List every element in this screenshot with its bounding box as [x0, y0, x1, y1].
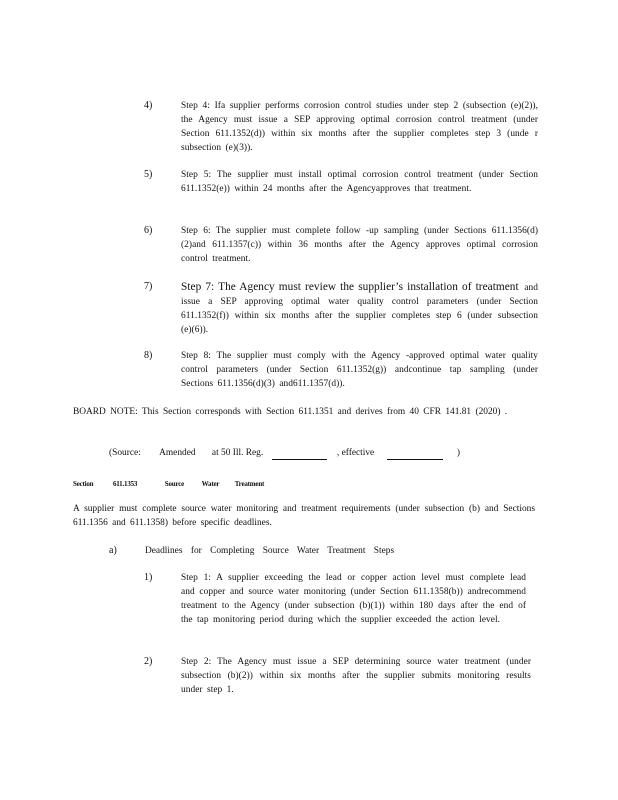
source-amended: Amended	[159, 448, 196, 458]
step-7-body: and issue a SEP approving optimal water quality control parameters (under Section 611.1352(f)) within six months after the supplier completes step 6 (under subsection (e)(6)).	[181, 283, 538, 335]
step-1-text: Step 1: A supplier exceeding the lead or copper action level must complete lead and copper and source water monitoring (under Section 611.1358(b)) andrecommend treatment to the Agency (under subsection (b)(1)) within 180 days after the end of the tap monitoring period during which the supplier exceeded the action level.	[181, 573, 526, 625]
section-title-treatment: Treatment	[234, 480, 265, 488]
source-at: at 50 Ill. Reg.	[211, 448, 264, 458]
step-4-number: 4)	[144, 100, 153, 111]
source-prefix: (Source:	[109, 448, 141, 458]
step-7-heading: Step 7: The Agency must review the supplier’s installation of treatment	[181, 281, 519, 293]
subsection-a-letter: a)	[109, 545, 117, 556]
step-4-text: Step 4: Ifa supplier performs corrosion control studies under step 2 (subsection (e)(2)), the Agency must issue a SEP approving optimal corrosion control treatment (under Section 611.1352(d)) within six months after the supplier completes step 3 (unde r subsection (e)(3)).	[181, 101, 538, 153]
source-suffix: )	[456, 448, 461, 458]
board-note: BOARD NOTE: This Section corresponds with Section 611.1351 and derives from 40 CFR 141.81 (2020) .	[73, 407, 508, 417]
source-effective: , effective	[336, 448, 375, 458]
step-5-number: 5)	[144, 169, 153, 180]
section-number: 611.1353	[112, 480, 138, 488]
source-note	[109, 446, 460, 460]
step-2-text: Step 2: The Agency must issue a SEP determining source water treatment (under subsection (b)(2)) within six months after the supplier submits monitoring results under step 1.	[181, 657, 531, 695]
step-1-number: 1)	[144, 572, 153, 583]
step-8-text: Step 8: The supplier must comply with the Agency -approved optimal water quality control parameters (under Section 611.1352(g)) andcontinue tap sampling (under Sections 611.1356(d)(3) and611.1357(d)).	[181, 351, 538, 389]
step-7-text	[181, 280, 538, 337]
section-title-source: Source	[164, 480, 185, 488]
step-6-number: 6)	[144, 225, 153, 236]
effective-date-blank	[387, 449, 443, 460]
step-5-text: Step 5: The supplier must install optimal corrosion control treatment (under Section 611.1352(e)) within 24 months after the Agencyapproves that treatment.	[181, 170, 538, 194]
step-8-number: 8)	[144, 350, 153, 361]
step-6-text: Step 6: The supplier must complete follow -up sampling (under Sections 611.1356(d)(2)and 611.1357(c)) within 36 months after the Agency approves optimal corrosion control treatment.	[181, 226, 538, 264]
section-title-water: Water	[201, 480, 220, 488]
step-2-number: 2)	[144, 656, 153, 667]
register-blank	[272, 449, 327, 460]
section-label: Section	[73, 480, 94, 488]
intro-paragraph: A supplier must complete source water monitoring and treatment requirements (under subsection (b) and Sections 611.1356 and 611.1358) before specific deadlines.	[73, 504, 535, 528]
subsection-a-title: Deadlines for Completing Source Water Treatment Steps	[145, 546, 395, 556]
step-7-number: 7)	[144, 281, 153, 292]
section-heading	[73, 478, 264, 490]
